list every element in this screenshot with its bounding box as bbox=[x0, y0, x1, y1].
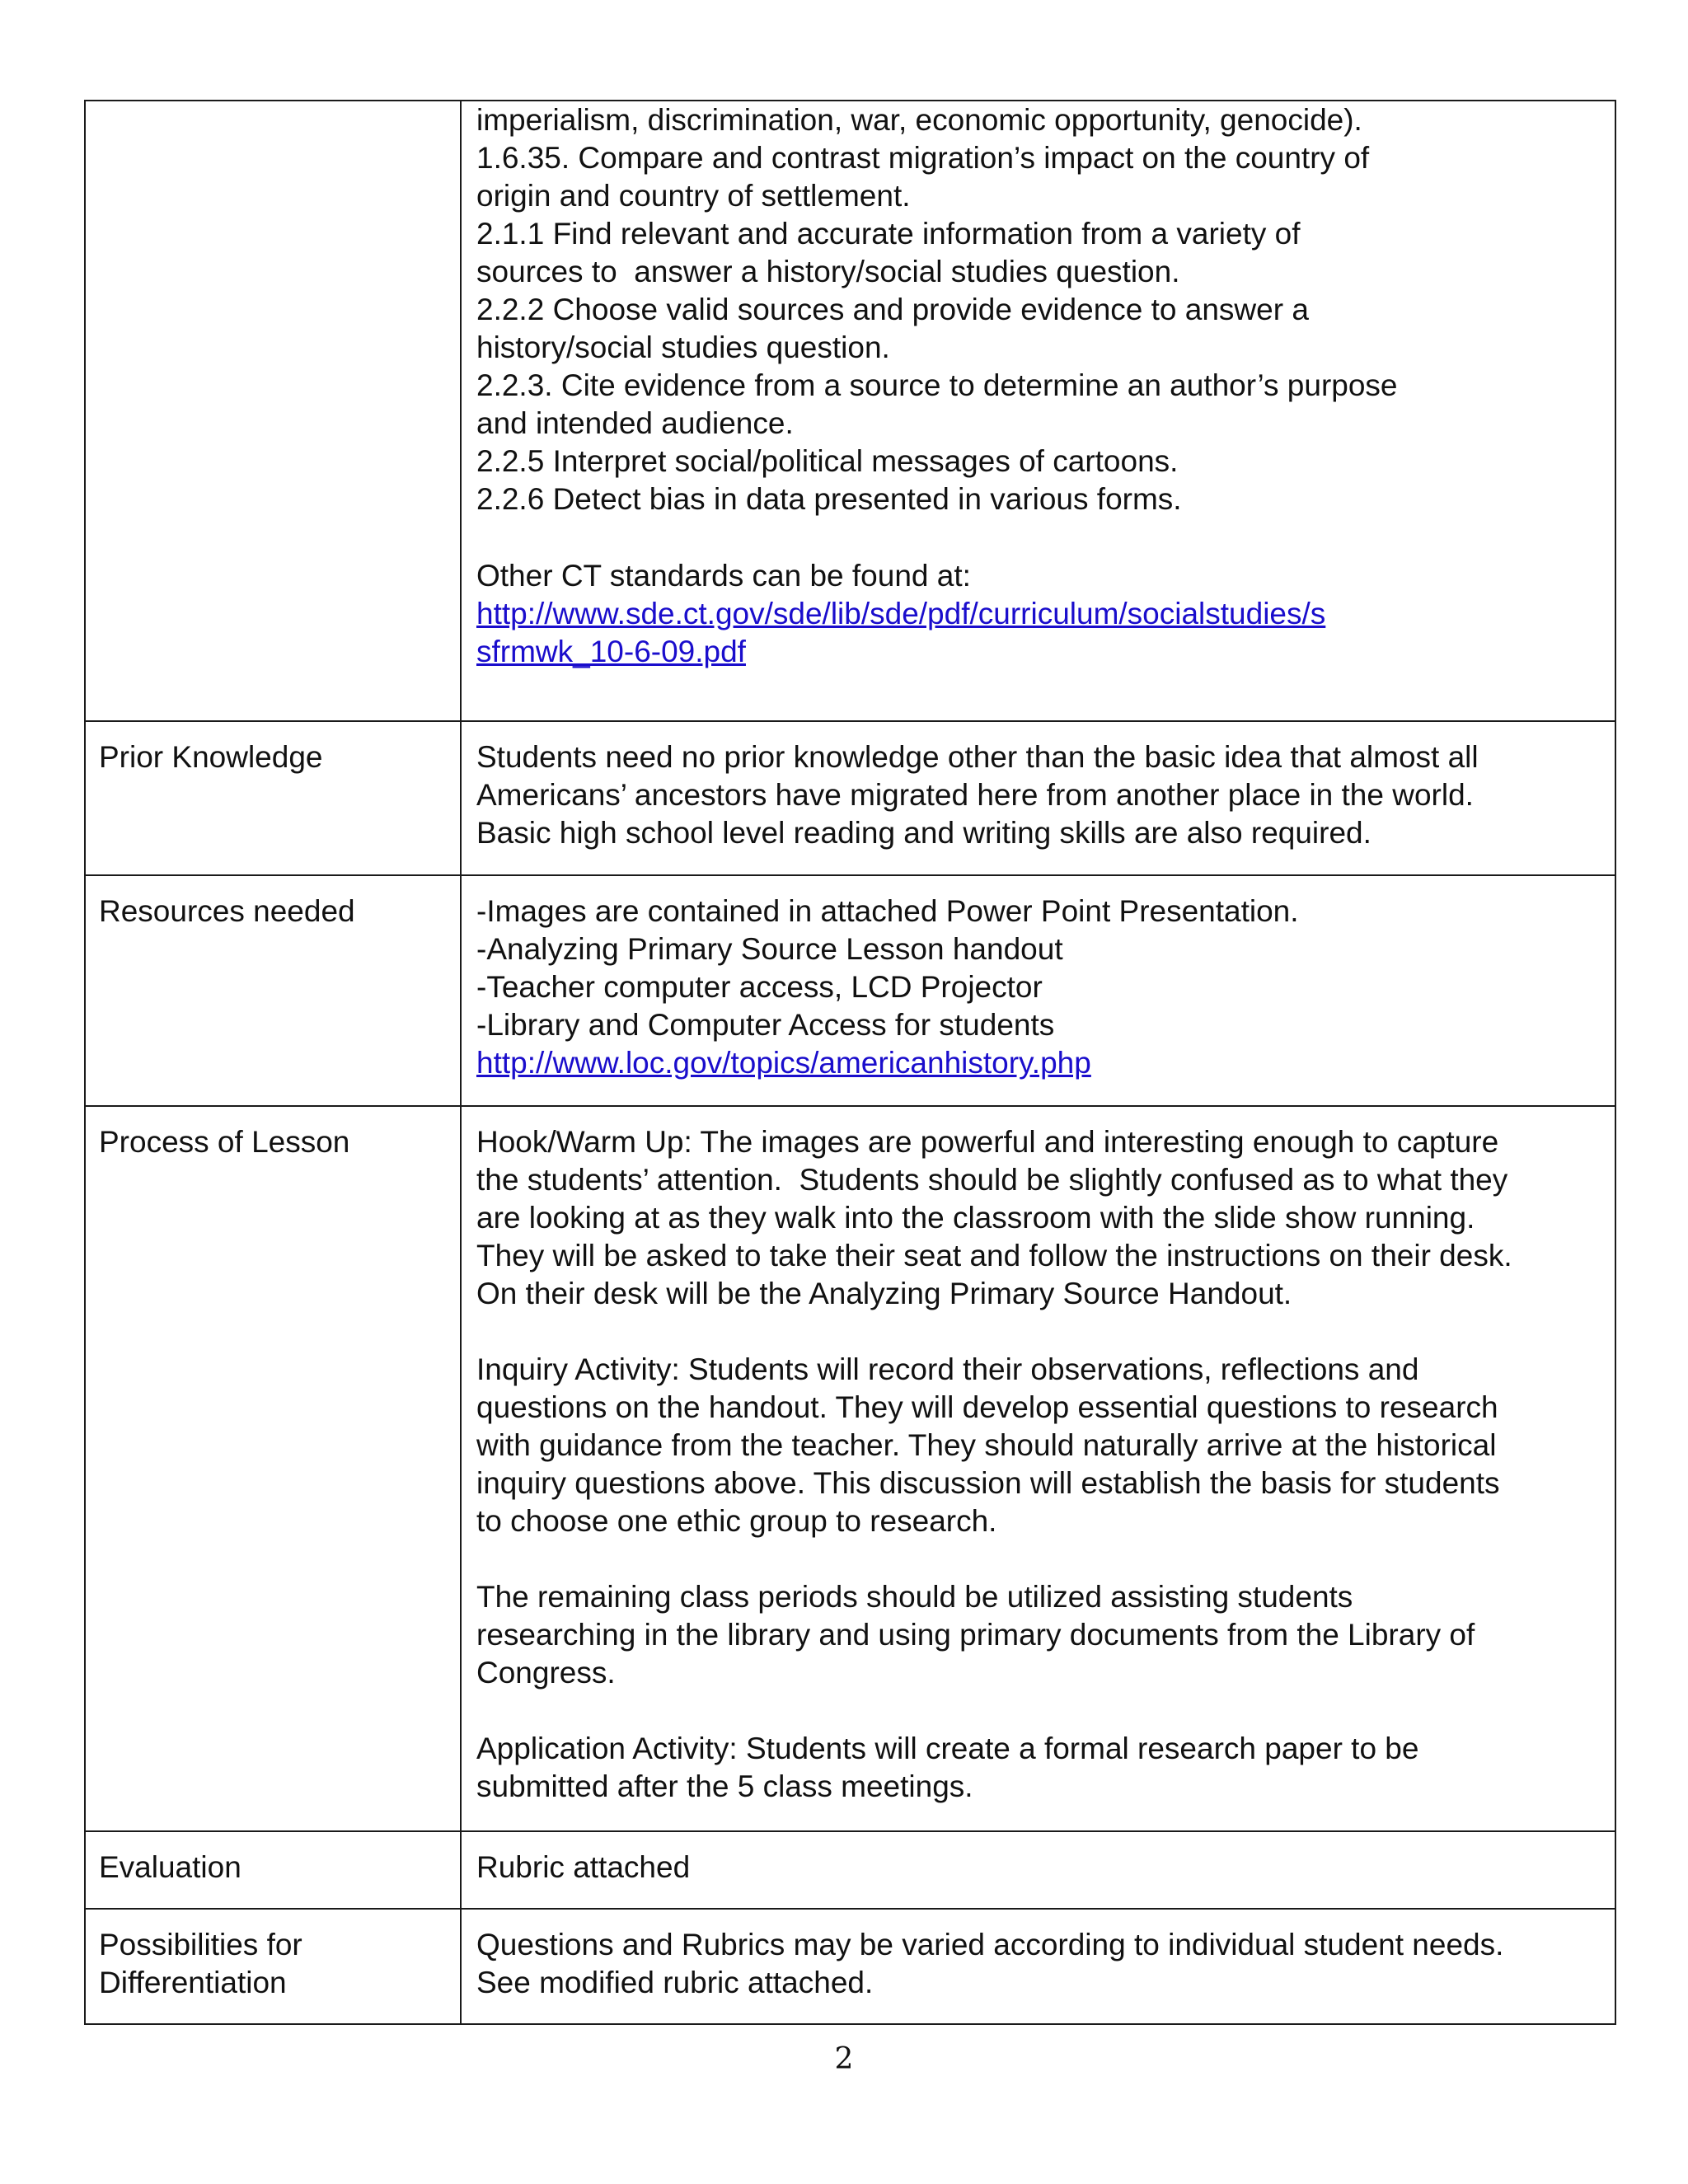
standards-line: 2.2.3. Cite evidence from a source to determine an author’s purpose bbox=[476, 368, 1398, 402]
application-line: Application Activity: Students will create a formal research paper to be bbox=[476, 1732, 1419, 1765]
resource-item: -Teacher computer access, LCD Projector bbox=[476, 970, 1043, 1004]
table-row-prior-knowledge bbox=[85, 721, 1615, 875]
application-line: submitted after the 5 class meetings. bbox=[476, 1769, 973, 1803]
evaluation-label-cell bbox=[85, 1831, 461, 1909]
remaining-periods-line: The remaining class periods should be utilized assisting students bbox=[476, 1580, 1353, 1614]
resource-item: -Library and Computer Access for students bbox=[476, 1008, 1055, 1042]
inquiry-line: inquiry questions above. This discussion will establish the basis for students bbox=[476, 1466, 1500, 1500]
standards-label-cell bbox=[85, 101, 461, 721]
process-label: Process of Lesson bbox=[99, 1125, 350, 1159]
resource-item: -Analyzing Primary Source Lesson handout bbox=[476, 932, 1063, 966]
standards-line: 1.6.35. Compare and contrast migration’s impact on the country of bbox=[476, 141, 1370, 175]
hook-line: Hook/Warm Up: The images are powerful and interesting enough to capture bbox=[476, 1125, 1499, 1159]
table-row-resources bbox=[85, 875, 1615, 1106]
process-content-cell bbox=[461, 1106, 1615, 1831]
differentiation-label-cell bbox=[85, 1909, 461, 2024]
prior-knowledge-line: Americans’ ancestors have migrated here from another place in the world. bbox=[476, 778, 1474, 812]
table-row-standards bbox=[85, 101, 1615, 721]
standards-line: 2.2.2 Choose valid sources and provide evidence to answer a bbox=[476, 293, 1309, 326]
table-row-evaluation bbox=[85, 1831, 1615, 1909]
prior-knowledge-label: Prior Knowledge bbox=[99, 740, 323, 774]
standards-line: origin and country of settlement. bbox=[476, 179, 911, 213]
standards-line: imperialism, discrimination, war, economic opportunity, genocide). bbox=[476, 103, 1362, 137]
standards-line: 2.1.1 Find relevant and accurate information from a variety of bbox=[476, 217, 1301, 251]
evaluation-content-cell bbox=[461, 1831, 1615, 1909]
differentiation-label-line2: Differentiation bbox=[99, 1966, 287, 1999]
hook-line: On their desk will be the Analyzing Primary Source Handout. bbox=[476, 1277, 1292, 1310]
resources-content-cell bbox=[461, 875, 1615, 1106]
differentiation-label-line1: Possibilities for bbox=[99, 1928, 302, 1961]
page-number: 2 bbox=[834, 2042, 854, 2076]
prior-knowledge-line: Basic high school level reading and writing skills are also required. bbox=[476, 816, 1372, 850]
differentiation-line: See modified rubric attached. bbox=[476, 1966, 874, 1999]
prior-knowledge-line: Students need no prior knowledge other than the basic idea that almost all bbox=[476, 740, 1479, 774]
table-row-process bbox=[85, 1106, 1615, 1831]
ct-standards-link[interactable] bbox=[476, 595, 1600, 671]
resource-item: -Images are contained in attached Power Point Presentation. bbox=[476, 894, 1299, 928]
prior-knowledge-label-cell bbox=[85, 721, 461, 875]
standards-line: and intended audience. bbox=[476, 406, 794, 440]
lesson-plan-table bbox=[84, 100, 1616, 2025]
standards-line: 2.2.6 Detect bias in data presented in various forms. bbox=[476, 482, 1182, 516]
prior-knowledge-content-cell bbox=[461, 721, 1615, 875]
ct-standards-link-line1[interactable]: http://www.sde.ct.gov/sde/lib/sde/pdf/curriculum/socialstudies/s bbox=[476, 597, 1326, 630]
hook-line: They will be asked to take their seat and follow the instructions on their desk. bbox=[476, 1239, 1512, 1272]
inquiry-line: with guidance from the teacher. They should naturally arrive at the historical bbox=[476, 1428, 1497, 1462]
inquiry-line: Inquiry Activity: Students will record their observations, reflections and bbox=[476, 1352, 1419, 1386]
evaluation-label: Evaluation bbox=[99, 1850, 241, 1884]
table-row-differentiation bbox=[85, 1909, 1615, 2024]
inquiry-line: to choose one ethic group to research. bbox=[476, 1504, 997, 1538]
loc-american-history-link[interactable]: http://www.loc.gov/topics/americanhistory.php bbox=[476, 1046, 1091, 1080]
resources-label: Resources needed bbox=[99, 894, 355, 928]
remaining-periods-line: researching in the library and using primary documents from the Library of bbox=[476, 1618, 1475, 1652]
other-standards-text: Other CT standards can be found at: bbox=[476, 559, 971, 593]
standards-content-cell bbox=[461, 101, 1615, 721]
standards-line: sources to answer a history/social studies question. bbox=[476, 255, 1180, 288]
resources-label-cell bbox=[85, 875, 461, 1106]
evaluation-text: Rubric attached bbox=[476, 1850, 691, 1884]
hook-line: are looking at as they walk into the classroom with the slide show running. bbox=[476, 1201, 1475, 1235]
standards-line: history/social studies question. bbox=[476, 330, 890, 364]
hook-line: the students’ attention. Students should be slightly confused as to what they bbox=[476, 1163, 1508, 1197]
remaining-periods-line: Congress. bbox=[476, 1656, 616, 1690]
standards-line: 2.2.5 Interpret social/political messages of cartoons. bbox=[476, 444, 1179, 478]
differentiation-line: Questions and Rubrics may be varied according to individual student needs. bbox=[476, 1928, 1504, 1961]
ct-standards-link-line2[interactable]: sfrmwk_10-6-09.pdf bbox=[476, 635, 746, 668]
inquiry-line: questions on the handout. They will develop essential questions to research bbox=[476, 1390, 1498, 1424]
process-label-cell bbox=[85, 1106, 461, 1831]
differentiation-content-cell bbox=[461, 1909, 1615, 2024]
